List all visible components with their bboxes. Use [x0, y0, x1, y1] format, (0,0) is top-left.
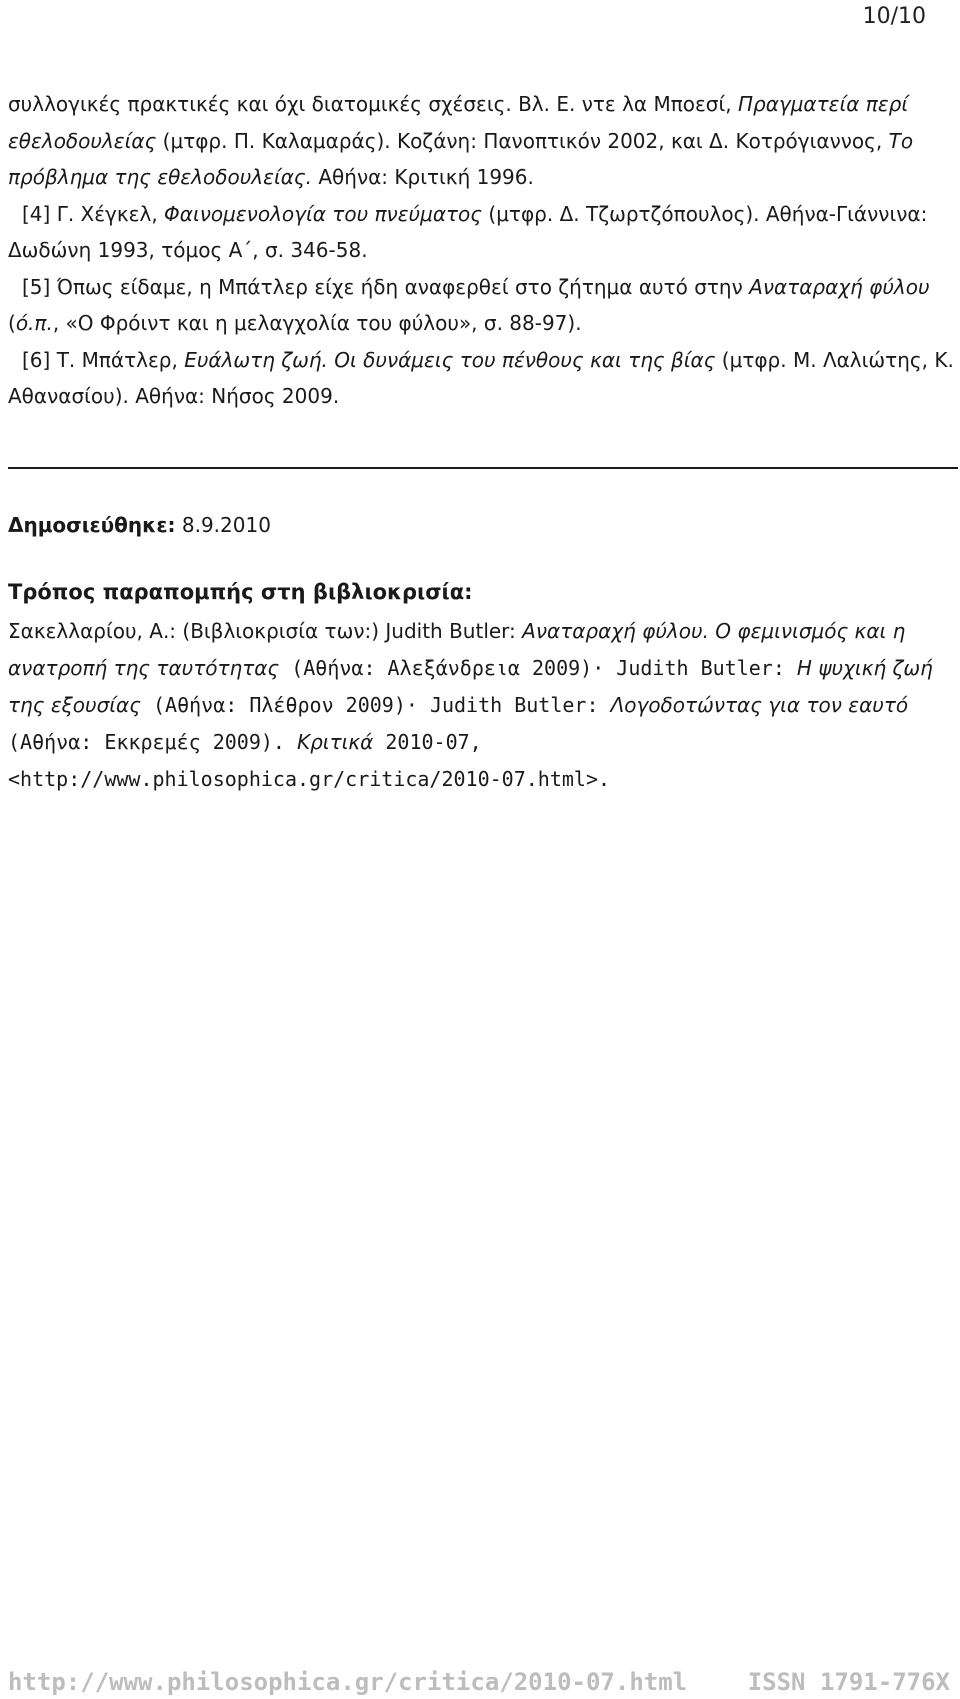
published-label: Δημοσιεύθηκε: [8, 513, 176, 537]
work-title: Αναταραχή φύλου [749, 274, 930, 299]
endnote-5: [5] Όπως είδαμε, η Μπάτλερ είχε ήδη αναφερθεί στο ζήτημα αυτό στην Αναταραχή φύλου (ό.π., «Ο Φρόιντ και η μελαγχολία του φύλου», σ. 88-97). [8, 274, 930, 335]
citation-url: 2010-07, <http://www.philosophica.gr/critica/2010-07.html>. [8, 730, 611, 791]
book-title: Αναταραχή φύλου. Ο φεμινισμός και η ανατροπή της ταυτότητας [8, 619, 906, 680]
citation-heading: Τρόπος παραπομπής στη βιβλιοκρισία: [8, 580, 473, 604]
work-title: Φαινομενολογία του πνεύματος [164, 201, 483, 226]
endnote-6: [6] Τ. Μπάτλερ, Ευάλωτη ζωή. Οι δυνάμεις του πένθους και της βίας (μτφρ. Μ. Λαλιώτης, Κ. Αθανασίου). Αθήνα: Νήσος 2009. [8, 347, 954, 408]
work-title: Πραγματεία περί εθελοδουλείας [8, 92, 909, 153]
endnotes [8, 86, 956, 415]
endnote-continuation: συλλογικές πρακτικές και όχι διατομικές σχέσεις. Βλ. Ε. ντε λα Μποεσί, Πραγματεία περί εθελοδουλείας (μτφρ. Π. Καλαμαράς). Κοζάνη: Πανοπτικόν 2002, και Δ. Κοτρόγιαννος, Το πρόβλημα της εθελοδουλείας. Αθήνα: Κριτική 1996. [8, 92, 914, 189]
page-footer [0, 1662, 960, 1699]
citation-body: Σακελλαρίου, Α.: (Βιβλιοκρισία των:) Judith Butler: Αναταραχή φύλου. Ο φεμινισμός και η ανατροπή της ταυτότητας (Αθήνα: Αλεξάνδρεια 2009)· Judith Butler: Η ψυχική ζωή της εξουσίας (Αθήνα: Πλέθρον 2009)· Judith Butler: Λογοδοτώντας για τον εαυτό (Αθήνα: Εκκρεμές 2009). Κριτικά 2010-07, <http://www.philosophica.gr/critica/2010-07.html>. [8, 619, 933, 791]
work-title: Το πρόβλημα της εθελοδουλείας. [8, 128, 914, 189]
footer-url-link[interactable]: http://www.philosophica.gr/critica/2010-07.html [8, 1668, 688, 1696]
op-cit: ό.π. [15, 311, 53, 335]
footer-issn: ISSN 1791-776X [747, 1668, 950, 1696]
book-title: Λογοδοτώντας για τον εαυτό [610, 693, 909, 717]
book-title: Η ψυχική ζωή της εξουσίας [8, 656, 933, 717]
journal-title: Κριτικά [296, 730, 374, 754]
endnote-4: [4] Γ. Χέγκελ, Φαινομενολογία του πνεύματος (μτφρ. Δ. Τζωρτζόπουλος). Αθήνα-Γιάννινα: Δωδώνη 1993, τόμος Α΄, σ. 346-58. [8, 201, 928, 262]
published-date: 8.9.2010 [181, 513, 271, 537]
section-divider [8, 467, 958, 469]
page-number: 10/10 [862, 4, 926, 29]
published-line [8, 513, 271, 537]
work-title: Ευάλωτη ζωή. Οι δυνάμεις του πένθους και της βίας [184, 347, 716, 372]
